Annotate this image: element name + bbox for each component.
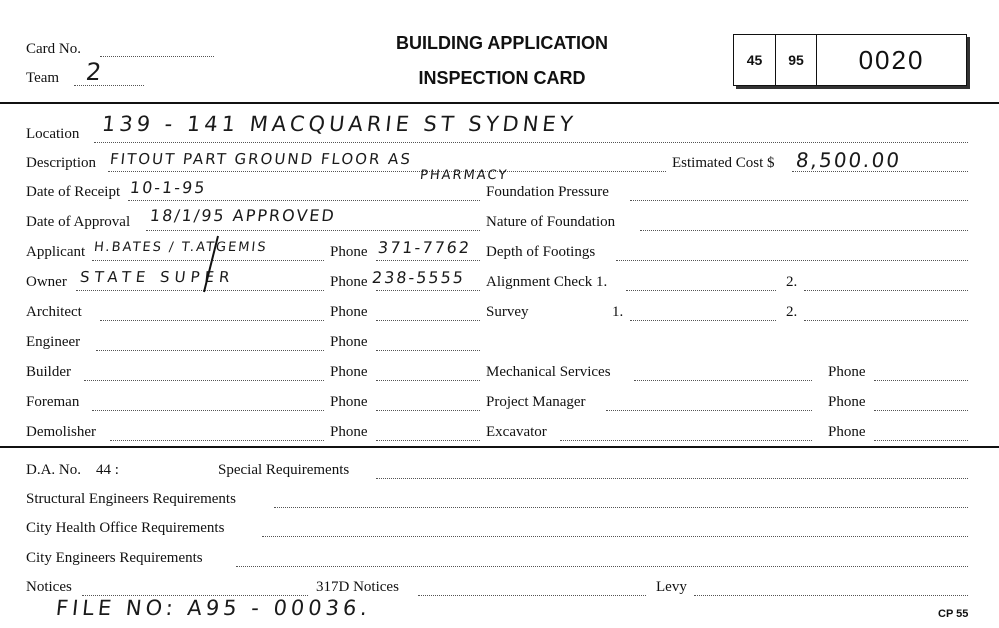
engineer-label: Engineer <box>26 334 81 350</box>
demolisher-label: Demolisher <box>26 424 96 440</box>
foundation-pressure-line <box>630 200 968 201</box>
survey-label: Survey <box>486 304 529 320</box>
nature-foundation-label: Nature of Foundation <box>486 214 616 230</box>
special-requirements-line <box>376 478 968 479</box>
city-engineers-requirements-label: City Engineers Requirements <box>26 550 203 566</box>
architect-label: Architect <box>26 304 82 320</box>
owner-label: Owner <box>26 274 67 290</box>
builder-line <box>84 380 324 381</box>
owner-phone-line <box>376 290 480 291</box>
foreman-phone-line <box>376 410 480 411</box>
date-approval-line <box>146 230 480 231</box>
excavator-label: Excavator <box>486 424 547 440</box>
alignment-check-line-2 <box>804 290 968 291</box>
owner-value: STATE SUPER <box>79 268 236 286</box>
foreman-line <box>92 410 324 411</box>
title-line-2: INSPECTION CARD <box>418 68 586 88</box>
location-label: Location <box>26 126 80 142</box>
box-year: 95 <box>776 35 817 85</box>
foreman-label: Foreman <box>26 394 80 410</box>
health-requirements-line <box>262 536 968 537</box>
estimated-cost-label: Estimated Cost $ <box>672 155 775 171</box>
demolisher-phone-label: Phone <box>330 424 368 440</box>
alignment-check-two-label: 2. <box>786 274 798 290</box>
header-divider <box>0 102 999 104</box>
nature-foundation-line <box>640 230 968 231</box>
project-manager-line <box>606 410 812 411</box>
project-manager-phone-line <box>874 410 968 411</box>
excavator-phone-line <box>874 440 968 441</box>
date-receipt-label: Date of Receipt <box>26 184 121 200</box>
project-manager-phone-label: Phone <box>828 394 866 410</box>
notices-317d-label: 317D Notices <box>316 579 399 595</box>
applicant-phone-line <box>376 260 480 261</box>
engineer-line <box>96 350 324 351</box>
date-receipt-value: 10-1-95 <box>129 178 208 197</box>
form-code: CP 55 <box>938 608 969 620</box>
notices-317d-line <box>418 595 646 596</box>
notices-label: Notices <box>26 579 72 595</box>
description-value-2: PHARMACY <box>419 168 510 183</box>
section-divider <box>0 446 999 448</box>
engineer-phone-line <box>376 350 480 351</box>
depth-footings-label: Depth of Footings <box>486 244 596 260</box>
applicant-phone-value: 371-7762 <box>377 238 473 257</box>
architect-line <box>100 320 324 321</box>
card-number: 0020 <box>858 44 925 75</box>
mechanical-phone-label: Phone <box>828 364 866 380</box>
alignment-check-label: Alignment Check 1. <box>486 274 608 290</box>
mechanical-services-line <box>634 380 812 381</box>
team-value: 2 <box>84 58 105 86</box>
location-value: 139 - 141 MACQUARIE ST SYDNEY <box>100 112 578 136</box>
levy-line <box>694 595 968 596</box>
builder-label: Builder <box>26 364 71 380</box>
card-number-box <box>733 34 967 86</box>
foundation-pressure-label: Foundation Pressure <box>486 184 609 200</box>
engineer-phone-label: Phone <box>330 334 368 350</box>
excavator-line <box>560 440 812 441</box>
date-receipt-line <box>128 200 480 201</box>
card-no-label: Card No. <box>26 41 81 57</box>
levy-label: Levy <box>656 579 687 595</box>
team-label: Team <box>26 70 60 86</box>
survey-two-label: 2. <box>786 304 798 320</box>
city-engineers-requirements-line <box>236 566 968 567</box>
title-line-1: BUILDING APPLICATION <box>396 33 608 53</box>
special-requirements-label: Special Requirements <box>218 462 350 478</box>
survey-line-1 <box>630 320 776 321</box>
health-requirements-label: City Health Office Requirements <box>26 520 225 536</box>
applicant-value: H.BATES / T.ATGEMIS <box>93 240 269 255</box>
mechanical-services-label: Mechanical Services <box>486 364 611 380</box>
owner-phone-value: 238-5555 <box>371 268 467 287</box>
builder-phone-line <box>376 380 480 381</box>
alignment-check-line-1 <box>626 290 776 291</box>
survey-line-2 <box>804 320 968 321</box>
demolisher-phone-line <box>376 440 480 441</box>
owner-phone-label: Phone <box>330 274 368 290</box>
architect-phone-label: Phone <box>330 304 368 320</box>
da-no-value: 44 : <box>96 462 119 478</box>
description-line <box>108 171 666 172</box>
file-number: FILE NO: A95 - 00036. <box>54 596 373 620</box>
mechanical-phone-line <box>874 380 968 381</box>
structural-requirements-label: Structural Engineers Requirements <box>26 491 236 507</box>
builder-phone-label: Phone <box>330 364 368 380</box>
da-no-label: D.A. No. <box>26 462 81 478</box>
date-approval-label: Date of Approval <box>26 214 131 230</box>
date-approval-value: 18/1/95 APPROVED <box>149 206 337 225</box>
description-value: FITOUT PART GROUND FLOOR AS <box>109 150 413 168</box>
card-no-line <box>100 56 214 57</box>
location-line <box>94 142 968 143</box>
applicant-label: Applicant <box>26 244 86 260</box>
box-year-code: 45 <box>734 35 776 85</box>
project-manager-label: Project Manager <box>486 394 586 410</box>
description-label: Description <box>26 155 96 171</box>
foreman-phone-label: Phone <box>330 394 368 410</box>
excavator-phone-label: Phone <box>828 424 866 440</box>
demolisher-line <box>110 440 324 441</box>
pen-stroke <box>196 232 224 296</box>
survey-one-label: 1. <box>612 304 624 320</box>
estimated-cost-value: 8,500.00 <box>794 148 903 172</box>
architect-phone-line <box>376 320 480 321</box>
depth-footings-line <box>616 260 968 261</box>
structural-requirements-line <box>274 507 968 508</box>
applicant-phone-label: Phone <box>330 244 368 260</box>
